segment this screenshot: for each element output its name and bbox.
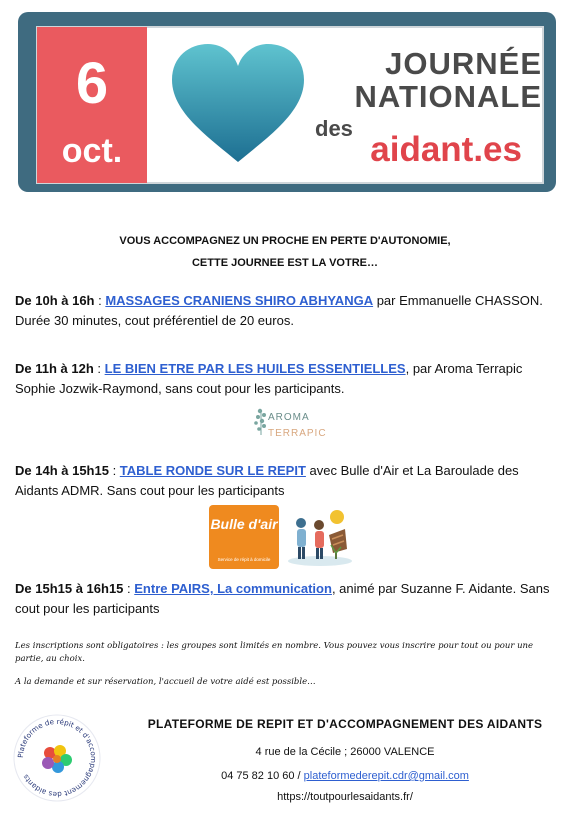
date-badge [37,27,147,183]
heart-icon [168,42,308,168]
program-description: par Emmanuelle CHASSON. Durée 30 minutes, cout préférentiel de 20 euros. [15,293,543,328]
program-title-link[interactable]: Entre PAIRS, La communication [134,581,332,596]
organization-name: PLATEFORME DE REPIT ET D'ACCOMPAGNEMENT DES AIDANTS [147,717,543,731]
program-description: , par Aroma Terrapic Sophie Jozwik-Raymond, sans cout pour les participants. [15,361,523,396]
phone-number: 04 75 82 10 60 / [221,770,304,782]
date-month: oct. [61,132,123,170]
plateforme-repit-logo [12,713,102,803]
program-separator: : [94,293,106,308]
bulle-logo-subtitle: Service de répit à domicile [217,557,271,562]
logo-line-des: des [315,116,353,141]
bulle-logo-title: Bulle d'air [210,516,278,532]
program-item [15,579,560,619]
organization-address: 4 rue de la Cécile ; 26000 VALENCE [255,746,435,758]
intro-line-2: CETTE JOURNEE EST LA VOTRE… [191,257,378,269]
program-item [15,291,560,331]
logo-line-journee: JOURNÉE [385,46,542,81]
org-logo-text: Plateforme de répit et d'accompagnement des aidants [15,716,99,800]
program-time: De 10h à 16h [15,293,95,308]
program-description: avec Bulle d'Air et La Baroulade des Aidants ADMR. Sans cout pour les participants [15,463,519,498]
registration-note: Les inscriptions sont obligatoires : les groupes sont limités en nombre. Vous pouvez vous inscrire pour tout ou pour une partie, au choix. [15,641,534,664]
program-separator: : [108,463,120,478]
program-title-link[interactable]: LE BIEN ETRE PAR LES HUILES ESSENTIELLES [104,361,406,376]
aroma-logo-line1: AROMA [268,412,310,423]
event-logo-text [312,46,542,169]
program-title-link[interactable]: MASSAGES CRANIENS SHIRO ABHYANGA [105,293,374,308]
program-time: De 14h à 15h15 [15,463,109,478]
intro-line-1: VOUS ACCOMPAGNEZ UN PROCHE EN PERTE D'AUTONOMIE, [119,235,451,247]
program-item [15,359,560,399]
organization-contact [130,768,560,784]
program-time: De 11h à 12h [15,361,94,376]
care-note: A la demande et sur réservation, l'accueil de votre aidé est possible… [15,677,316,687]
program-time: De 15h15 à 16h15 [15,581,124,596]
aroma-logo-line2: TERRAPIC [268,428,327,439]
email-link[interactable]: plateformederepit.cdr@gmail.com [303,770,469,782]
program-title-link[interactable]: TABLE RONDE SUR LE REPIT [119,463,306,478]
date-day: 6 [75,51,109,116]
program-item [15,461,560,501]
website-link[interactable]: https://toutpourlesaidants.fr/ [277,791,413,803]
program-description: , animé par Suzanne F. Aidante. Sans cout pour les participants [15,581,550,616]
program-separator: : [93,361,105,376]
program-separator: : [123,581,135,596]
logo-line-nationale: NATIONALE [354,78,542,114]
logo-line-aidantes: aidant.es [370,130,522,169]
intro-heading [0,230,570,274]
caregivers-illustration [285,505,355,567]
bulle-dair-logo [209,505,279,569]
